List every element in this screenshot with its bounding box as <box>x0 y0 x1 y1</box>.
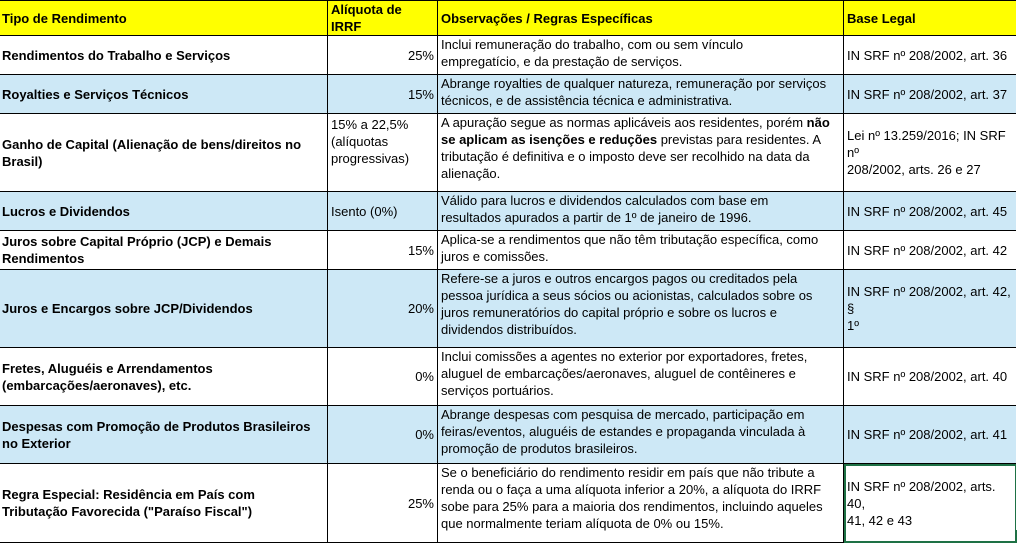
base-line: Lei nº 13.259/2016; IN SRF nº <box>847 128 1006 160</box>
cell-aliquota[interactable]: Isento (0%) <box>328 192 438 231</box>
cell-tipo[interactable]: Fretes, Aluguéis e Arrendamentos (embarcações/aeronaves), etc. <box>0 348 328 406</box>
header-row <box>0 1 1017 36</box>
header-obs[interactable]: Observações / Regras Específicas <box>438 1 844 36</box>
obs-line: pessoa jurídica a seus sócios ou acionistas, calculados sobre os <box>441 288 813 303</box>
obs-line: Válido para lucros e dividendos calculados com base em <box>441 193 769 208</box>
cell-obs[interactable] <box>438 464 844 543</box>
cell-obs[interactable] <box>438 348 844 406</box>
cell-aliquota[interactable]: 25% <box>328 464 438 543</box>
table-row <box>0 192 1017 231</box>
cell-base[interactable]: IN SRF nº 208/2002, art. 36 <box>844 36 1017 75</box>
cell-obs[interactable] <box>438 75 844 114</box>
obs-line: técnicos, e de assistência técnica e administrativa. <box>441 93 733 108</box>
obs-line: renda ou o faça a uma alíquota inferior a 20%, a alíquota do IRRF <box>441 482 822 497</box>
aliquota-line: (alíquotas <box>331 134 389 149</box>
cell-base[interactable]: IN SRF nº 208/2002, art. 41 <box>844 406 1017 464</box>
base-line: 41, 42 e 43 <box>847 512 913 528</box>
obs-line: que normalmente teriam alíquota de 0% ou 15%. <box>441 516 724 531</box>
obs-emphasis: não se aplicam as isenções e reduções <box>441 115 830 147</box>
base-line: 1º <box>847 318 859 333</box>
cell-base[interactable] <box>844 270 1017 348</box>
aliquota-line: progressivas) <box>331 151 410 166</box>
table-row <box>0 231 1017 270</box>
obs-line: dividendos distribuídos. <box>441 322 577 337</box>
obs-line: serviços portuários. <box>441 383 554 398</box>
obs-line: juros remuneratórios do capital próprio e sobre os lucros e <box>441 305 778 320</box>
obs-line: empregatício, e da prestação de serviços. <box>441 54 683 69</box>
table-row <box>0 464 1017 543</box>
cell-aliquota[interactable]: 20% <box>328 270 438 348</box>
cell-obs[interactable] <box>438 231 844 270</box>
cell-obs[interactable] <box>438 270 844 348</box>
cell-tipo[interactable]: Juros sobre Capital Próprio (JCP) e Demais Rendimentos <box>0 231 328 270</box>
cell-aliquota[interactable]: 15% <box>328 75 438 114</box>
obs-line: juros e comissões. <box>441 249 549 264</box>
cell-base[interactable]: IN SRF nº 208/2002, art. 45 <box>844 192 1017 231</box>
obs-line: Abrange despesas com pesquisa de mercado, participação em <box>441 407 805 422</box>
base-line: IN SRF nº 208/2002, art. 42, § <box>847 284 1011 316</box>
cell-tipo[interactable]: Royalties e Serviços Técnicos <box>0 75 328 114</box>
cell-aliquota[interactable]: 0% <box>328 348 438 406</box>
cell-base[interactable]: IN SRF nº 208/2002, art. 37 <box>844 75 1017 114</box>
cell-aliquota[interactable]: 25% <box>328 36 438 75</box>
cell-obs[interactable] <box>438 114 844 192</box>
obs-line: Aplica-se a rendimentos que não têm tributação específica, como <box>441 232 819 247</box>
base-line: 208/2002, arts. 26 e 27 <box>847 162 981 177</box>
cell-base-selected[interactable] <box>844 464 1017 543</box>
cell-tipo[interactable]: Ganho de Capital (Alienação de bens/direitos no Brasil) <box>0 114 328 192</box>
table-row <box>0 75 1017 114</box>
cell-aliquota[interactable]: 0% <box>328 406 438 464</box>
obs-line: Refere-se a juros e outros encargos pagos ou creditados pela <box>441 271 798 286</box>
cell-tipo[interactable]: Despesas com Promoção de Produtos Brasileiros no Exterior <box>0 406 328 464</box>
header-base[interactable]: Base Legal <box>844 1 1017 36</box>
cell-obs[interactable] <box>438 36 844 75</box>
cell-base[interactable]: IN SRF nº 208/2002, art. 40 <box>844 348 1017 406</box>
obs-line: Se o beneficiário do rendimento residir em país que não tribute a <box>441 465 815 480</box>
cell-tipo[interactable]: Lucros e Dividendos <box>0 192 328 231</box>
cell-obs[interactable] <box>438 406 844 464</box>
table-row <box>0 406 1017 464</box>
table-row <box>0 36 1017 75</box>
cell-base[interactable] <box>844 114 1017 192</box>
table-row <box>0 348 1017 406</box>
header-aliquota[interactable]: Alíquota de IRRF <box>328 1 438 36</box>
cell-tipo[interactable]: Juros e Encargos sobre JCP/Dividendos <box>0 270 328 348</box>
cell-aliquota[interactable] <box>328 114 438 192</box>
obs-text: previstas para residentes. A tributação é definitiva e o imposto deve ser recolhido na data da alienação. <box>441 132 821 181</box>
aliquota-line: 15% a 22,5% <box>331 117 409 132</box>
obs-line: Abrange royalties de qualquer natureza, remuneração por serviços <box>441 76 827 91</box>
cell-aliquota[interactable]: 15% <box>328 231 438 270</box>
base-line: IN SRF nº 208/2002, arts. 40, <box>847 478 996 511</box>
obs-line: promoção de produtos brasileiros. <box>441 441 638 456</box>
obs-line: Inclui remuneração do trabalho, com ou sem vínculo <box>441 37 744 52</box>
obs-line: sobe para 25% para a maioria dos rendimentos, incluindo aqueles <box>441 499 823 514</box>
obs-text: A apuração segue as normas aplicáveis aos residentes, porém <box>441 115 807 130</box>
obs-line: Inclui comissões a agentes no exterior por exportadores, fretes, <box>441 349 808 364</box>
cell-tipo[interactable]: Regra Especial: Residência em País com Tributação Favorecida ("Paraíso Fiscal") <box>0 464 328 543</box>
table-row <box>0 114 1017 192</box>
sheet-margin <box>1016 0 1024 530</box>
cell-base[interactable]: IN SRF nº 208/2002, art. 42 <box>844 231 1017 270</box>
obs-line: feiras/eventos, aluguéis de estandes e propaganda vinculada à <box>441 424 806 439</box>
table-row <box>0 270 1017 348</box>
obs-line: resultados apurados a partir de 1º de janeiro de 1996. <box>441 210 752 225</box>
header-tipo[interactable]: Tipo de Rendimento <box>0 1 328 36</box>
cell-tipo[interactable]: Rendimentos do Trabalho e Serviços <box>0 36 328 75</box>
cell-obs[interactable] <box>438 192 844 231</box>
obs-line: aluguel de embarcações/aeronaves, aluguel de contêineres e <box>441 366 796 381</box>
